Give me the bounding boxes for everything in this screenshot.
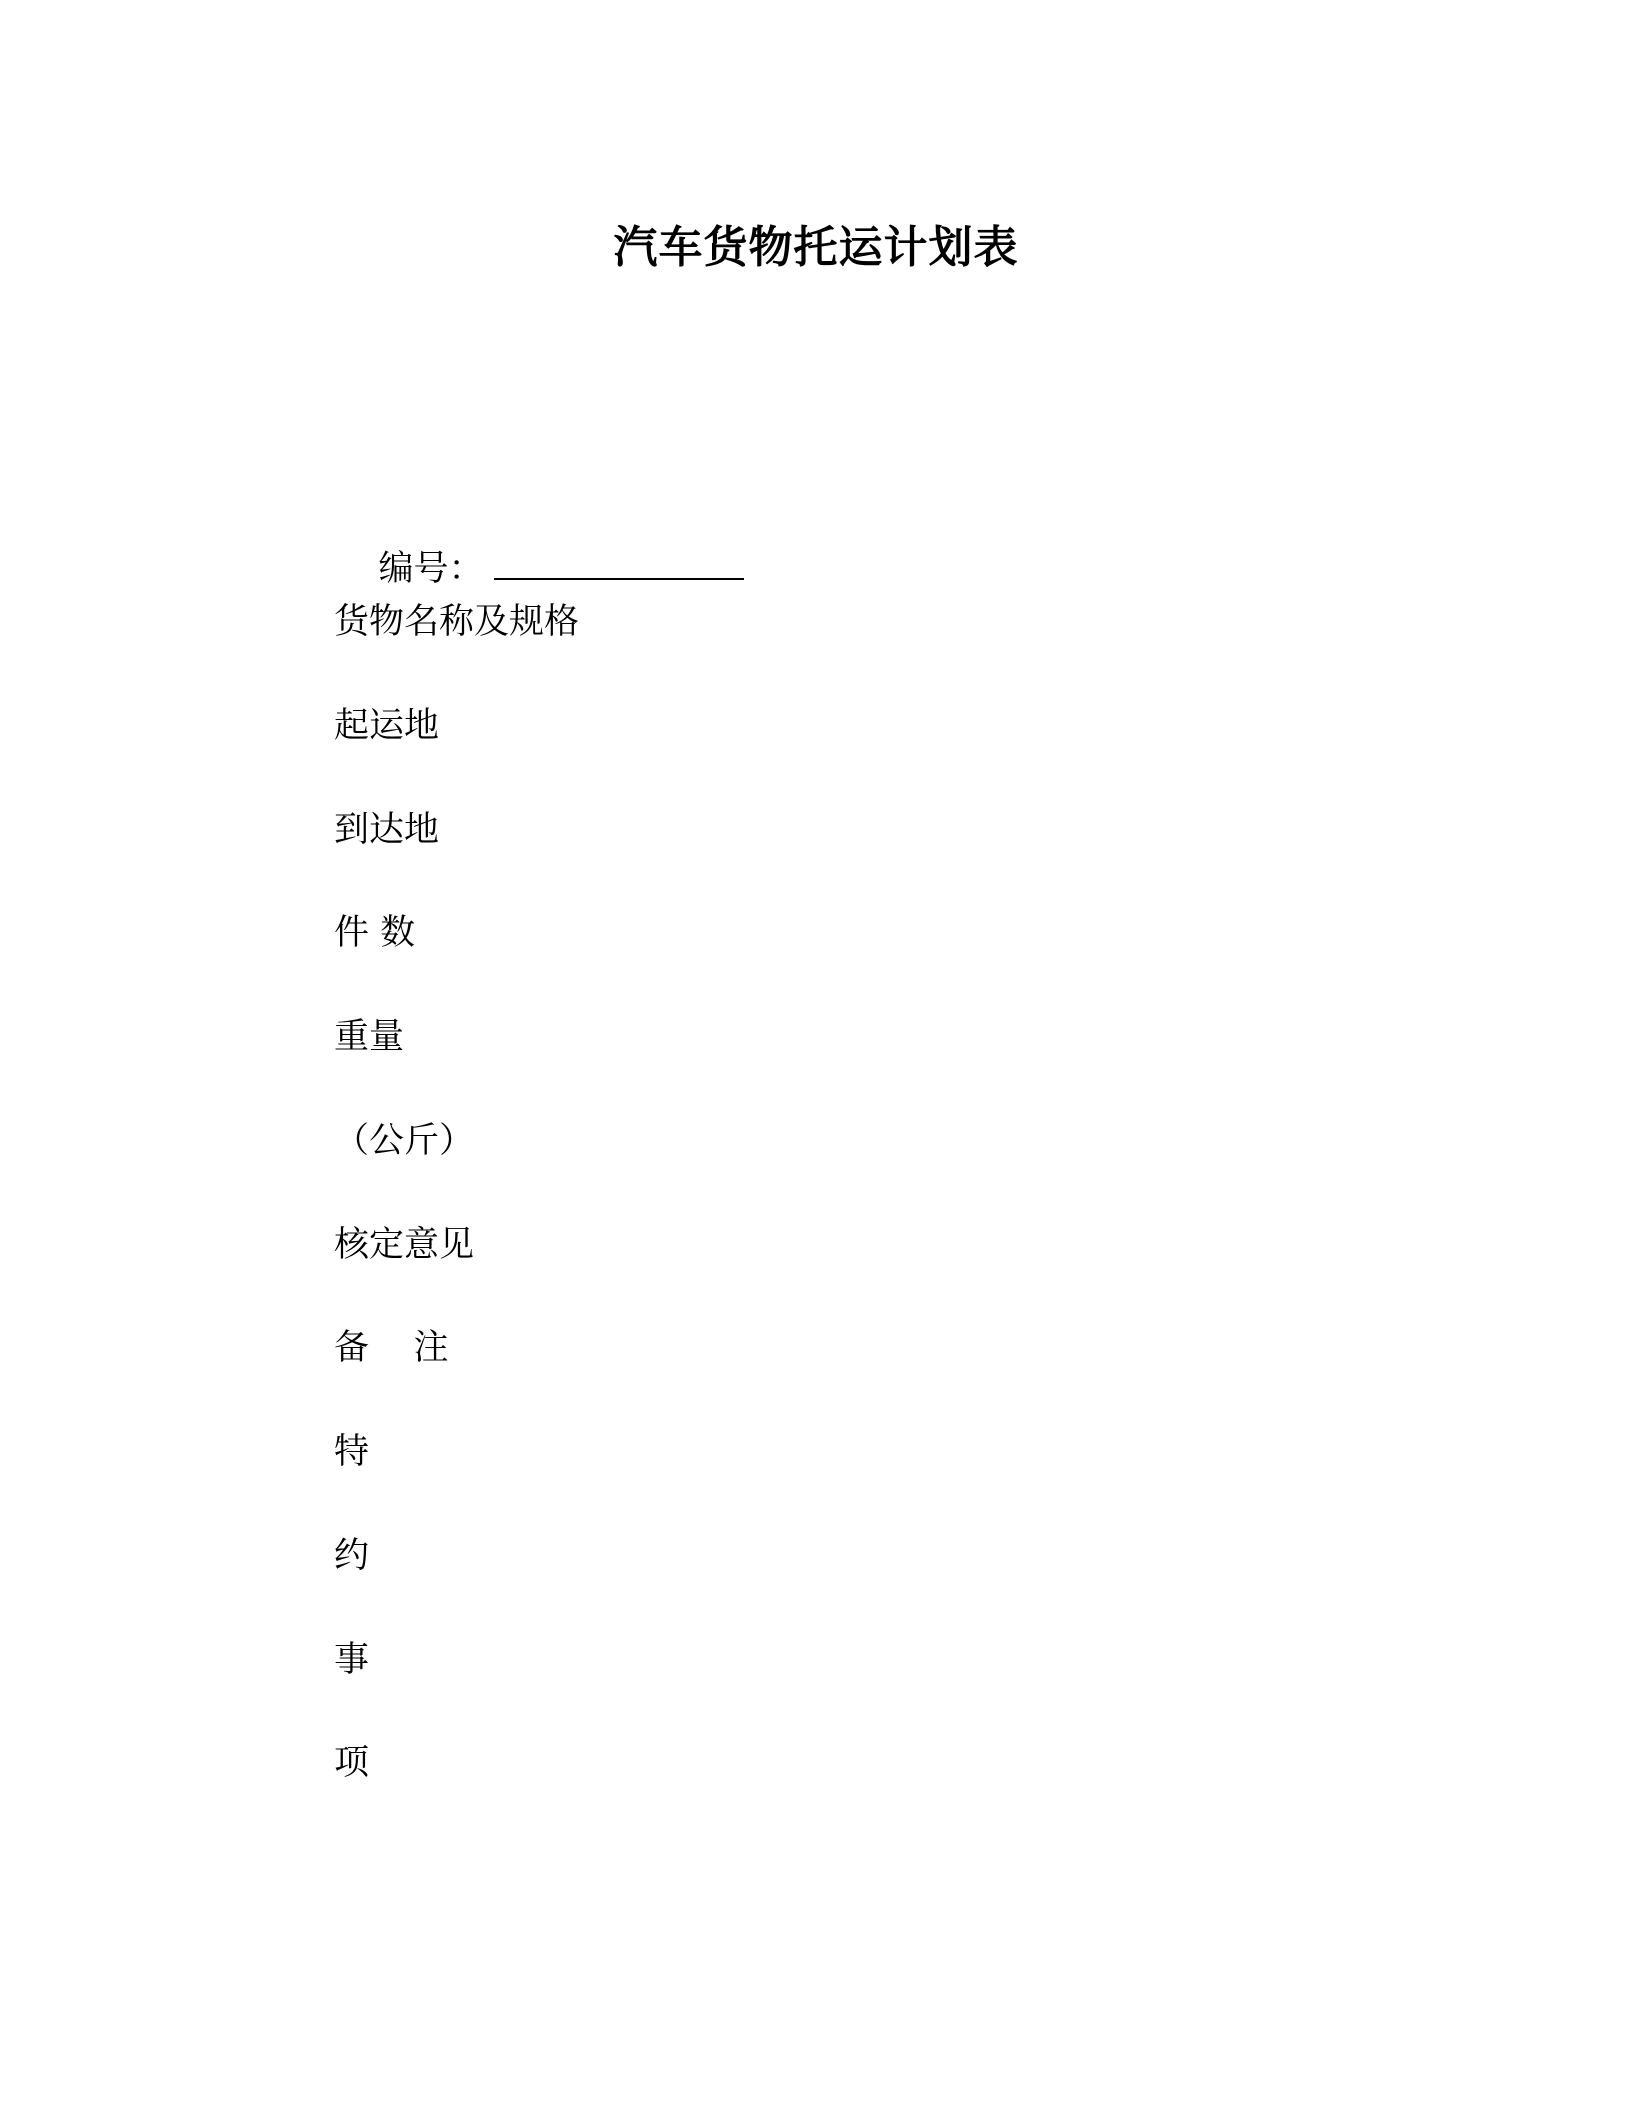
field-special-terms-char-2: 约 (334, 1536, 370, 1576)
field-cargo-name-spec: 货物名称及规格 (334, 602, 580, 642)
field-special-terms-char-1: 特 (334, 1432, 370, 1472)
serial-number-blank (494, 542, 744, 580)
field-special-terms-char-4: 项 (334, 1743, 370, 1783)
field-special-terms-char-3: 事 (334, 1640, 370, 1680)
field-piece-count: 件 数 (334, 913, 416, 953)
field-origin: 起运地 (334, 706, 440, 746)
field-weight-unit: （公斤） (334, 1121, 475, 1161)
field-destination: 到达地 (334, 810, 440, 850)
document-title: 汽车货物托运计划表 (613, 222, 1019, 273)
field-remarks: 备 注 (334, 1328, 449, 1368)
field-approval-opinion: 核定意见 (334, 1225, 475, 1265)
serial-number-label: 编号： (378, 549, 484, 589)
field-weight: 重量 (334, 1017, 405, 1057)
